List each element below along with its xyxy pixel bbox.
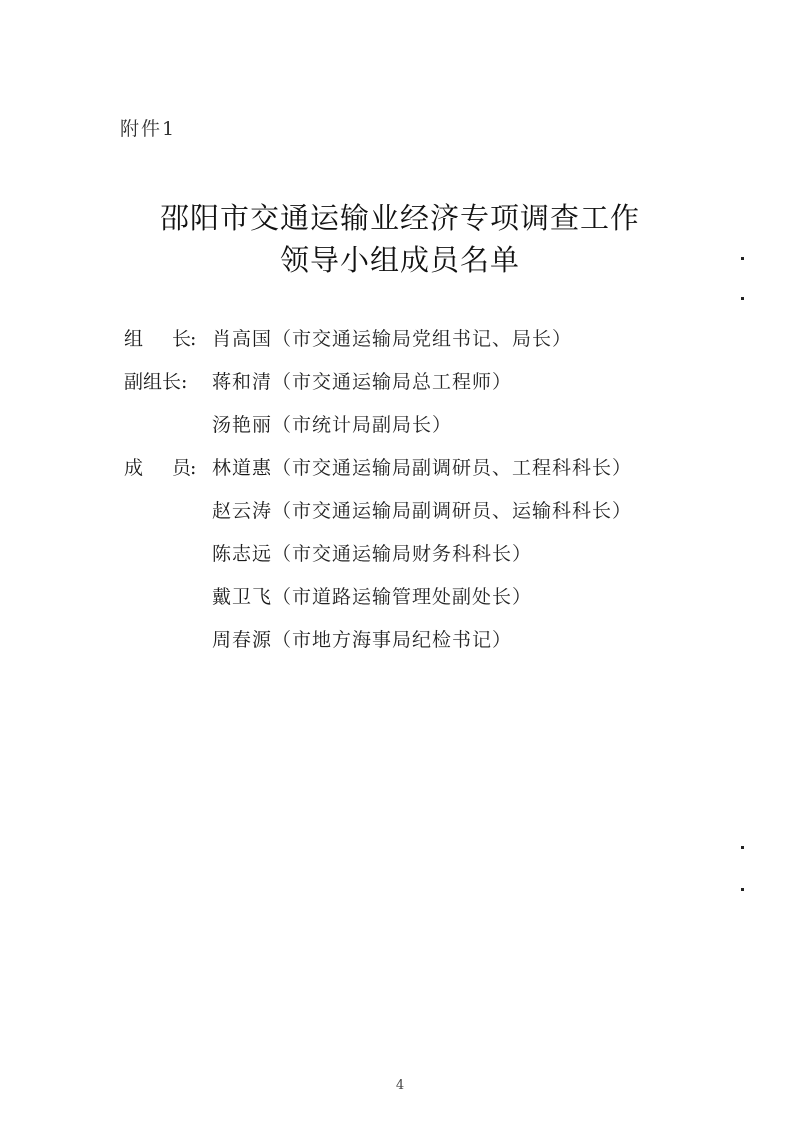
scan-speck: [741, 257, 744, 260]
member-duty: （市交通运输局党组书记、局长）: [272, 328, 573, 350]
role-char: 组: [124, 328, 144, 350]
member-entry: [212, 324, 572, 354]
roster-row-member: [124, 539, 744, 582]
member-entry: [212, 625, 512, 655]
member-entry: [212, 453, 632, 483]
member-entry: [212, 410, 452, 440]
page-number: 4: [395, 1078, 405, 1093]
member-name: 周春源: [212, 629, 273, 651]
roster-row-member: [124, 496, 744, 539]
roster-row-member: [124, 625, 744, 668]
member-name: 蒋和清: [212, 371, 273, 393]
document-title-line-1: 邵阳市交通运输业经济专项调查工作: [159, 201, 640, 235]
member-duty: （市统计局副局长）: [272, 414, 453, 436]
role-colon: :: [190, 457, 197, 479]
member-name: 陈志远: [212, 543, 273, 565]
role-char: 成: [124, 457, 144, 479]
role-colon: :: [190, 328, 197, 350]
member-name: 汤艳丽: [212, 414, 273, 436]
member-entry: [212, 496, 632, 526]
roster-row-deputy: [124, 410, 744, 453]
role-colon: :: [181, 371, 188, 393]
role-label-deputy: [124, 367, 208, 397]
roster-row-deputy: [124, 367, 744, 410]
role-char: 长: [172, 328, 192, 350]
attachment-label: 附件1: [120, 118, 177, 140]
roster-row-leader: [124, 324, 744, 367]
roster-row-member: [124, 582, 744, 625]
role-char: 员: [172, 457, 192, 479]
member-roster: [124, 324, 744, 668]
member-name: 林道惠: [212, 457, 273, 479]
member-name: 戴卫飞: [212, 586, 273, 608]
member-duty: （市交通运输局副调研员、工程科科长）: [272, 457, 633, 479]
member-duty: （市道路运输管理处副处长）: [272, 586, 533, 608]
scan-speck: [741, 297, 744, 300]
member-name: 赵云涛: [212, 500, 273, 522]
member-entry: [212, 582, 532, 612]
member-duty: （市交通运输局总工程师）: [272, 371, 513, 393]
roster-row-member: [124, 453, 744, 496]
member-duty: （市交通运输局财务科科长）: [272, 543, 533, 565]
scan-speck: [741, 888, 744, 891]
role-text: 副组长: [124, 371, 182, 393]
member-name: 肖高国: [212, 328, 273, 350]
scan-speck: [741, 846, 744, 849]
member-entry: [212, 539, 532, 569]
member-duty: （市交通运输局副调研员、运输科科长）: [272, 500, 633, 522]
member-duty: （市地方海事局纪检书记）: [272, 629, 513, 651]
document-title-line-2: 领导小组成员名单: [279, 243, 520, 277]
member-entry: [212, 367, 512, 397]
